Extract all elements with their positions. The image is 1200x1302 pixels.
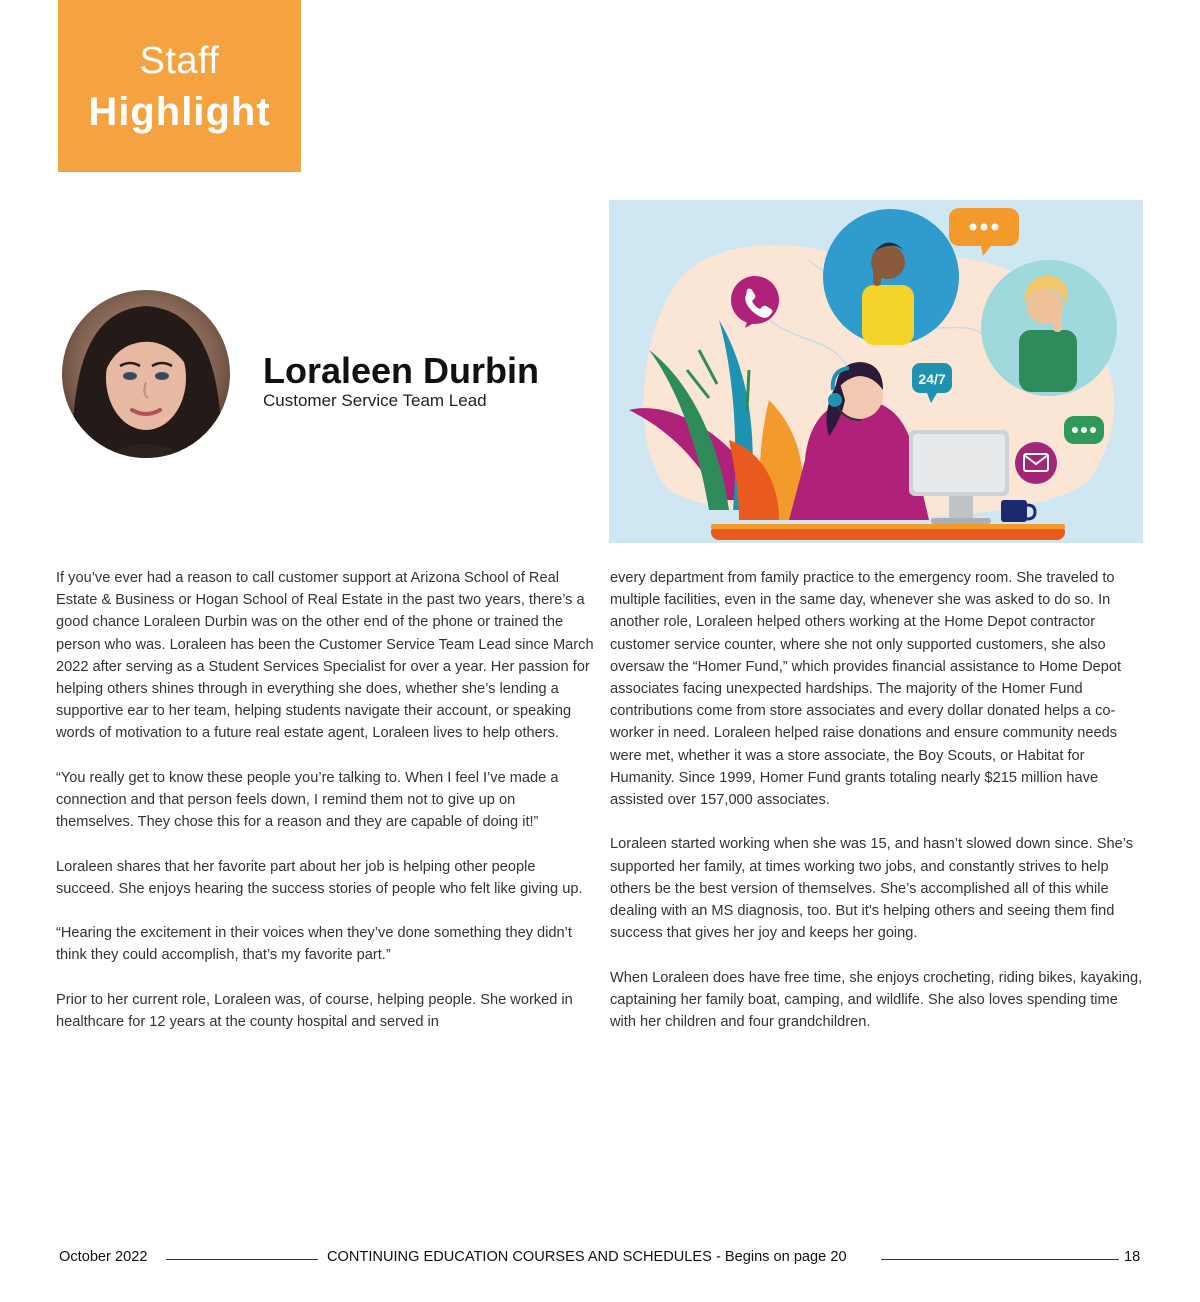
article-quote: “Hearing the excitement in their voices when they’ve done something they didn’t think they could accomplish, that’s my favorite part.” xyxy=(56,925,572,964)
banner-line-1: Staff xyxy=(139,40,220,82)
banner-line-2: Highlight xyxy=(88,90,271,134)
footer-date: October 2022 xyxy=(59,1249,148,1265)
profile-photo xyxy=(62,290,230,458)
article-paragraph: If you’ve ever had a reason to call customer support at Arizona School of Real Estate & Business or Hogan School of Real Estate in the past two years, there’s a good chance Loraleen Durbin was on the other end of the phone or trained the person who was. Loraleen has been the Customer Service Team Lead since March 2022 after serving as a Student Services Specialist for over a year. Her passion for helping others shines through in everything she does, whether she’s lending a supportive ear to her team, helping students navigate their account, or speaking words of motivation to a future real estate agent, Loraleen lives to help others. xyxy=(56,570,594,742)
article-paragraph: Loraleen started working when she was 15, and hasn’t slowed down since. She’s supported her family, at times working two jobs, and constantly strives to help others be the best version of themselves. She’s accomplished all of this while dealing with an MS diagnosis, too. But it’s helping others and seeing them find success that gives her joy and keeps her going. xyxy=(610,836,1133,942)
staff-title: Customer Service Team Lead xyxy=(263,391,487,410)
footer-rule-right xyxy=(881,1259,1119,1260)
article-paragraph: every department from family practice to the emergency room. She traveled to multiple facilities, even in the same day, whenever she was asked to do so. In another role, Loraleen helped others working at the Home Depot contractor customer service counter, where she not only supported customers, she also oversaw the “Homer Fund,” which provides financial assistance to Home Depot associates facing unexpected hardships. The majority of the Homer Fund contributions come from store associates and every dollar donated helps a co-worker in need. Loraleen helped raise donations and ensure community needs were met, whether it was a store associate, the Boy Scouts, or Habitat for Humanity. Since 1999, Homer Fund grants totaling nearly $215 million have assisted over 157,000 associates. xyxy=(610,570,1122,809)
article-column-right xyxy=(610,567,1147,1055)
article-quote: “You really get to know these people you’re talking to. When I feel I’ve made a connection and that person feels down, I remind them not to give up on themselves. They chose this for a reason and they are capable of doing it!” xyxy=(56,769,559,831)
page-footer xyxy=(0,1248,1200,1270)
staff-highlight-banner xyxy=(58,0,301,172)
article-paragraph: When Loraleen does have free time, she enjoys crocheting, riding bikes, kayaking, captaining her family boat, camping, and wildlife. She also loves spending time with her children and four grandchildren. xyxy=(610,969,1143,1031)
article-column-left xyxy=(56,567,594,1055)
customer-service-illustration xyxy=(609,200,1143,543)
24-7-badge-text: 24/7 xyxy=(918,371,946,387)
article-paragraph: Loraleen shares that her favorite part about her job is helping other people succeed. She enjoys hearing the success stories of people who felt like giving up. xyxy=(56,858,583,897)
page-number: 18 xyxy=(1124,1249,1141,1265)
staff-name: Loraleen Durbin xyxy=(263,350,540,391)
footer-rule-left xyxy=(166,1259,318,1260)
article-paragraph: Prior to her current role, Loraleen was, of course, helping people. She worked in healthcare for 12 years at the county hospital and served in xyxy=(56,991,573,1030)
footer-center-text: CONTINUING EDUCATION COURSES AND SCHEDULES - Begins on page 20 xyxy=(327,1249,847,1265)
